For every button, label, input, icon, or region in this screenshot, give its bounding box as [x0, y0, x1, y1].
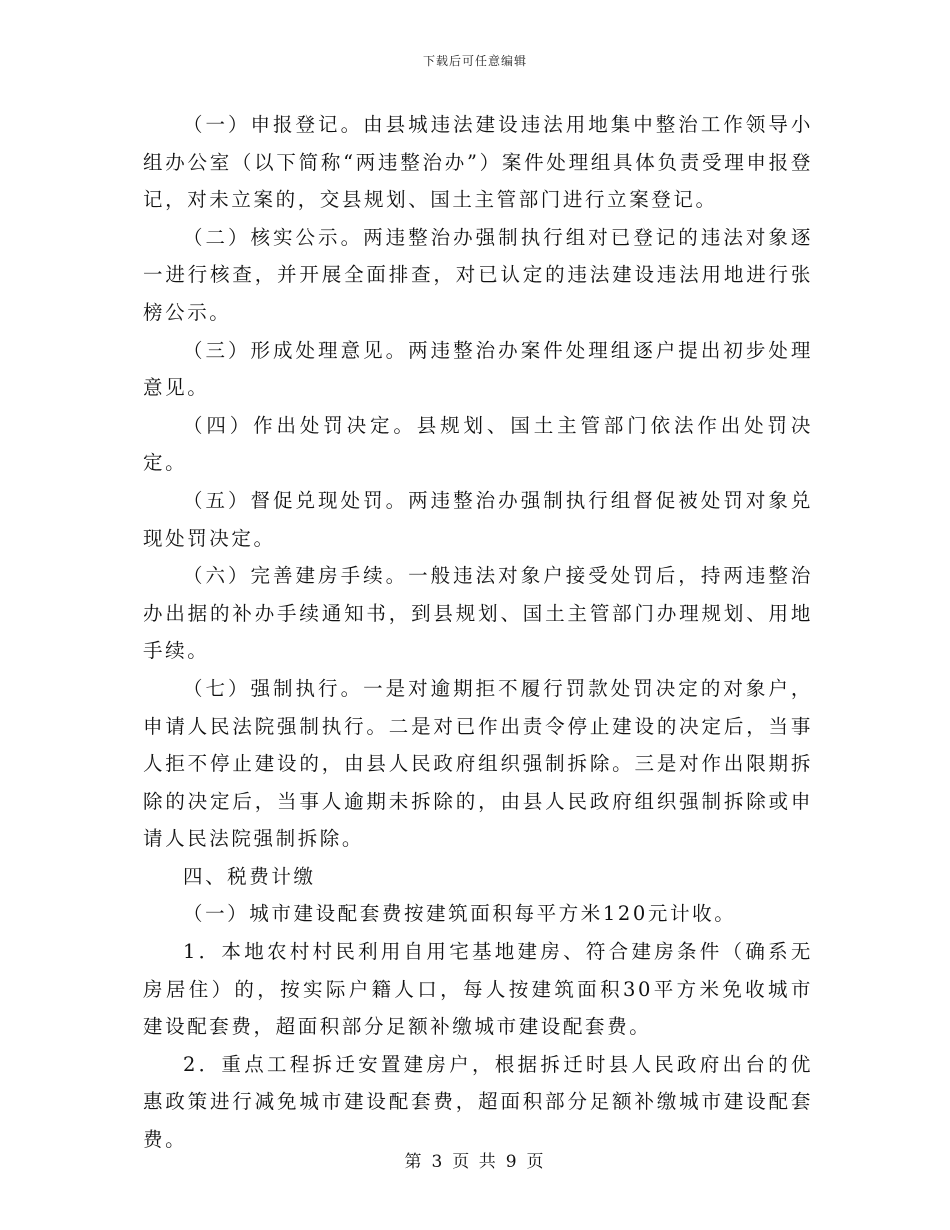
page-footer	[0, 1147, 950, 1172]
current-page-number: 3	[431, 1152, 445, 1172]
paragraph-verification-publicity: （二）核实公示。两违整治办强制执行组对已登记的违法对象逐一进行核查，并开展全面排查，对已认定的违法建设违法用地进行张榜公示。	[143, 225, 813, 324]
page-header: 下载后可任意编辑	[422, 54, 527, 68]
paragraph-construction-fee: （一）城市建设配套费按建筑面积每平方米120元计收。	[182, 902, 737, 926]
footer-suffix: 页	[526, 1152, 546, 1172]
total-page-number: 9	[505, 1152, 519, 1172]
footer-prefix: 第	[404, 1152, 424, 1172]
paragraph-relocation-exemption: 2．重点工程拆迁安置建房户，根据拆迁时县人民政府出台的优惠政策进行减免城市建设配套费，超面积部分足额补缴城市建设配套费。	[143, 1052, 813, 1152]
paragraph-compulsory-execution: （七）强制执行。一是对逾期拒不履行罚款处罚决定的对象户，申请人民法院强制执行。二是对已作出责令停止建设的决定后，当事人拒不停止建设的，由县人民政府组织强制拆除。三是对作出限期拆除的决定后，当事人逾期未拆除的，由县人民政府组织强制拆除或申请人民法院强制拆除。	[143, 676, 813, 851]
footer-middle: 页 共	[452, 1152, 498, 1172]
paragraph-application-registration: （一）申报登记。由县城违法建设违法用地集中整治工作领导小组办公室（以下简称“两违整治办”）案件处理组具体负责受理申报登记，对未立案的，交县规划、国土主管部门进行立案登记。	[143, 113, 813, 212]
paragraph-enforce-penalty: （五）督促兑现处罚。两违整治办强制执行组督促被处罚对象兑现处罚决定。	[143, 488, 813, 550]
document-body	[143, 106, 813, 1159]
paragraph-rural-villager-exemption: 1．本地农村村民利用自用宅基地建房、符合建房条件（确系无房居住）的，按实际户籍人口，每人按建筑面积30平方米免收城市建设配套费，超面积部分足额补缴城市建设配套费。	[143, 940, 813, 1039]
paragraph-complete-procedures: （六）完善建房手续。一般违法对象户接受处罚后，持两违整治办出据的补办手续通知书，到县规划、国土主管部门办理规划、用地手续。	[143, 564, 813, 663]
section-heading-taxes-fees: 四、税费计缴	[182, 864, 316, 888]
paragraph-handling-opinion: （三）形成处理意见。两违整治办案件处理组逐户提出初步处理意见。	[143, 338, 813, 400]
paragraph-penalty-decision: （四）作出处罚决定。县规划、国土主管部门依法作出处罚决定。	[143, 413, 813, 475]
